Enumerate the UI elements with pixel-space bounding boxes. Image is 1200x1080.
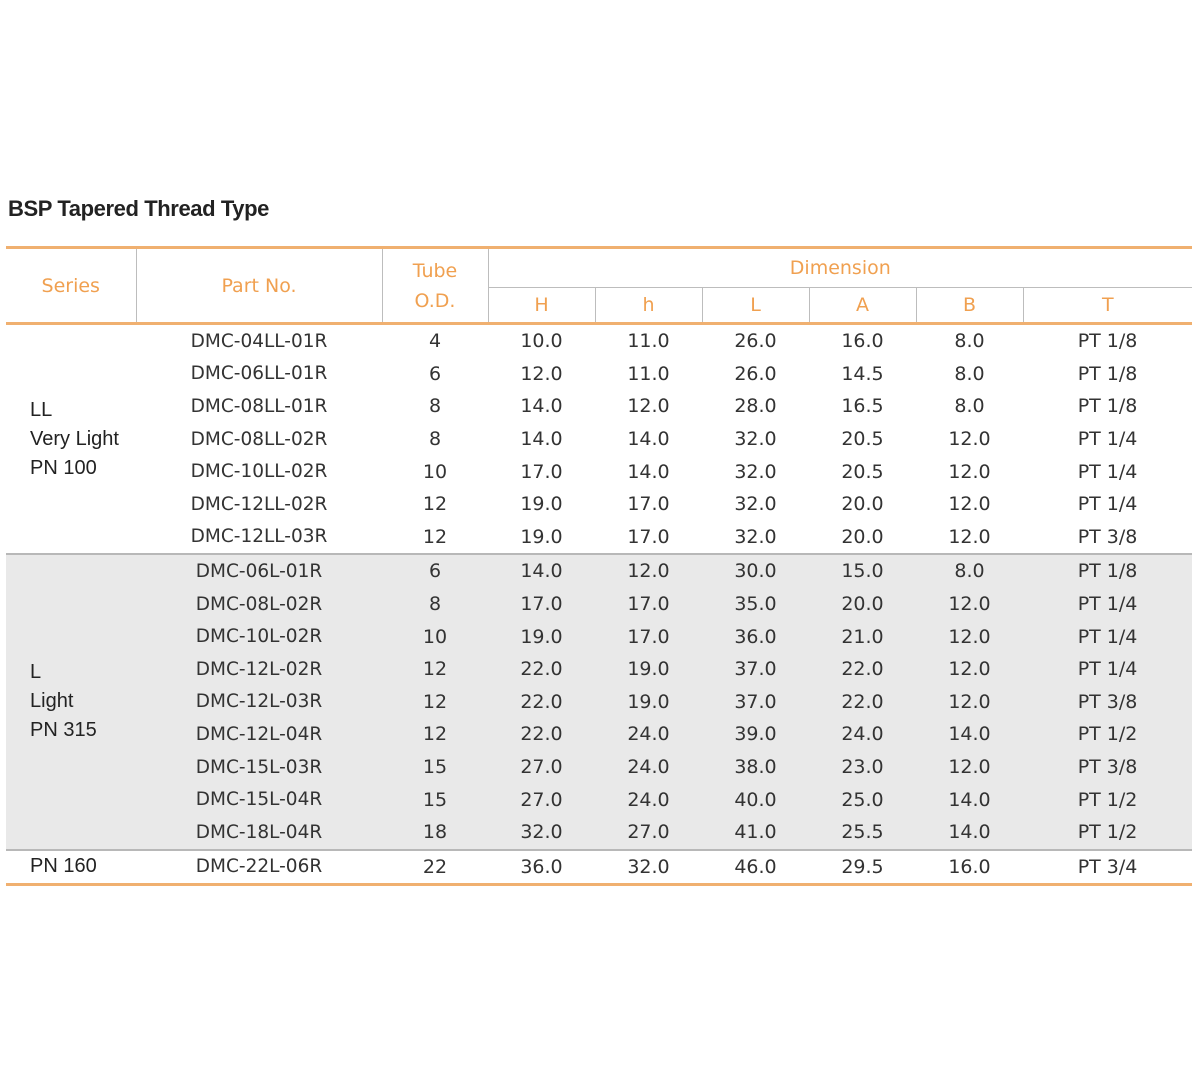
series-cell (6, 554, 136, 849)
dim-b-cell: 12.0 (916, 686, 1023, 719)
part-no-cell: DMC-15L-04R (136, 783, 382, 816)
part-no-cell: DMC-22L-06R (136, 850, 382, 885)
dim-t-cell: PT 1/8 (1023, 554, 1192, 588)
tube-od-cell: 8 (382, 588, 488, 621)
dim-t-cell: PT 1/8 (1077, 362, 1138, 385)
dim-a-cell: 16.5 (841, 395, 884, 418)
dim-l-cell: 40.0 (702, 783, 809, 816)
dim-small-h-cell: 27.0 (595, 816, 702, 850)
series-label: PN 315 (30, 719, 97, 742)
table-row (6, 816, 1192, 850)
table-row (6, 455, 1192, 488)
table-row (6, 521, 1192, 555)
header-dim: H (488, 288, 595, 324)
dim-small-h-cell: 24.0 (595, 783, 702, 816)
table-row (6, 358, 1192, 391)
dim-b-cell: 14.0 (916, 783, 1023, 816)
dim-h-cell: 17.0 (520, 460, 563, 483)
dim-l-cell: 36.0 (702, 620, 809, 653)
part-no-cell: DMC-18L-04R (136, 816, 382, 850)
tube-od-cell: 6 (428, 362, 442, 385)
dim-b-cell: 12.0 (948, 493, 991, 516)
table-row (6, 850, 1192, 885)
dim-t-cell: PT 3/8 (1077, 525, 1138, 548)
dim-l-cell: 32.0 (734, 493, 777, 516)
header-tube-od-line2: O.D. (414, 289, 456, 312)
dim-h-cell: 22.0 (488, 718, 595, 751)
dim-h-cell: 27.0 (488, 751, 595, 784)
dim-b-cell: 12.0 (948, 525, 991, 548)
spec-table (6, 246, 1192, 886)
part-no-cell: DMC-12L-03R (136, 686, 382, 719)
part-no-cell: DMC-12L-02R (136, 653, 382, 686)
part-no-cell: DMC-12LL-02R (190, 493, 328, 515)
dim-small-h-cell: 19.0 (595, 653, 702, 686)
dim-a-cell: 25.5 (809, 816, 916, 850)
dim-l-cell: 30.0 (702, 554, 809, 588)
tube-od-cell: 12 (382, 718, 488, 751)
dim-a-cell: 22.0 (809, 653, 916, 686)
header-dim: B (916, 288, 1023, 324)
dim-t-cell: PT 3/8 (1023, 686, 1192, 719)
table-row (6, 653, 1192, 686)
dim-l-cell: 39.0 (702, 718, 809, 751)
header-dimension: Dimension (488, 248, 1192, 288)
dim-a-cell: 21.0 (809, 620, 916, 653)
table-row (6, 554, 1192, 588)
series-cell (6, 850, 136, 885)
tube-od-cell: 8 (428, 428, 442, 451)
dim-l-cell: 28.0 (734, 395, 777, 418)
dim-a-cell: 15.0 (809, 554, 916, 588)
dim-t-cell: PT 1/2 (1023, 816, 1192, 850)
header-dim: h (595, 288, 702, 324)
dim-a-cell: 20.5 (841, 428, 884, 451)
tube-od-cell: 10 (422, 460, 448, 483)
dim-b-cell: 12.0 (948, 428, 991, 451)
header-dim: A (809, 288, 916, 324)
dim-l-cell: 26.0 (734, 330, 777, 353)
table-row (6, 324, 1192, 358)
dim-small-h-cell: 32.0 (595, 850, 702, 885)
tube-od-cell: 12 (382, 686, 488, 719)
dim-a-cell: 25.0 (809, 783, 916, 816)
dim-t-cell: PT 1/4 (1077, 428, 1138, 451)
dim-b-cell: 8.0 (954, 330, 985, 353)
series-label: Very Light (30, 427, 119, 450)
part-no-cell: DMC-08L-02R (136, 588, 382, 621)
page-title: BSP Tapered Thread Type (8, 196, 269, 221)
tube-od-cell: 12 (422, 493, 448, 516)
dim-h-cell: 14.0 (520, 428, 563, 451)
dim-small-h-cell: 14.0 (627, 428, 670, 451)
part-no-cell: DMC-15L-03R (136, 751, 382, 784)
dim-l-cell: 37.0 (702, 653, 809, 686)
tube-od-cell: 6 (382, 554, 488, 588)
dim-small-h-cell: 17.0 (595, 620, 702, 653)
dim-l-cell: 38.0 (702, 751, 809, 784)
dim-a-cell: 20.0 (841, 525, 884, 548)
part-no-cell: DMC-08LL-02R (190, 428, 328, 450)
part-no-cell: DMC-10L-02R (136, 620, 382, 653)
dim-l-cell: 37.0 (702, 686, 809, 719)
dim-b-cell: 14.0 (916, 718, 1023, 751)
tube-od-cell: 12 (422, 525, 448, 548)
dim-b-cell: 12.0 (916, 588, 1023, 621)
dim-t-cell: PT 1/4 (1077, 460, 1138, 483)
dim-l-cell: 32.0 (734, 460, 777, 483)
dim-a-cell: 29.5 (809, 850, 916, 885)
dim-h-cell: 12.0 (520, 362, 563, 385)
dim-l-cell: 26.0 (734, 362, 777, 385)
part-no-cell: DMC-06L-01R (136, 554, 382, 588)
tube-od-cell: 4 (428, 330, 442, 353)
table-row (6, 423, 1192, 456)
dim-h-cell: 32.0 (488, 816, 595, 850)
dim-small-h-cell: 19.0 (595, 686, 702, 719)
part-no-cell: DMC-08LL-01R (190, 395, 328, 417)
table-row (6, 588, 1192, 621)
dim-small-h-cell: 17.0 (595, 588, 702, 621)
series-label: Light (30, 690, 74, 713)
dim-h-cell: 27.0 (488, 783, 595, 816)
dim-a-cell: 23.0 (809, 751, 916, 784)
table-row (6, 718, 1192, 751)
series-label: PN 100 (30, 456, 97, 479)
tube-od-cell: 12 (382, 653, 488, 686)
tube-od-cell: 10 (382, 620, 488, 653)
dim-b-cell: 8.0 (954, 362, 985, 385)
dim-t-cell: PT 1/4 (1023, 588, 1192, 621)
table-row (6, 751, 1192, 784)
tube-od-cell: 15 (382, 783, 488, 816)
table-row (6, 488, 1192, 521)
series-label: LL (30, 398, 53, 421)
dim-b-cell: 12.0 (916, 620, 1023, 653)
dim-t-cell: PT 1/8 (1077, 395, 1138, 418)
table-row (6, 390, 1192, 423)
dim-b-cell: 14.0 (916, 816, 1023, 850)
dim-a-cell: 20.5 (841, 460, 884, 483)
table-row (6, 686, 1192, 719)
dim-t-cell: PT 1/4 (1023, 653, 1192, 686)
part-no-cell: DMC-06LL-01R (190, 363, 328, 385)
dim-h-cell: 22.0 (488, 686, 595, 719)
header-dim: L (702, 288, 809, 324)
series-cell (6, 324, 136, 555)
dim-l-cell: 41.0 (702, 816, 809, 850)
dim-l-cell: 46.0 (702, 850, 809, 885)
dim-b-cell: 8.0 (916, 554, 1023, 588)
series-label: PN 160 (30, 855, 97, 878)
dim-b-cell: 12.0 (948, 460, 991, 483)
dim-h-cell: 17.0 (488, 588, 595, 621)
tube-od-cell: 8 (428, 395, 442, 418)
dim-a-cell: 22.0 (809, 686, 916, 719)
header-part-no: Part No. (136, 248, 382, 324)
table-row (6, 783, 1192, 816)
dim-h-cell: 10.0 (520, 330, 563, 353)
dim-t-cell: PT 1/4 (1023, 620, 1192, 653)
tube-od-cell: 18 (382, 816, 488, 850)
dim-h-cell: 14.0 (520, 395, 563, 418)
dim-small-h-cell: 24.0 (595, 751, 702, 784)
part-no-cell: DMC-04LL-01R (190, 330, 328, 352)
dim-small-h-cell: 11.0 (627, 330, 670, 353)
dim-l-cell: 35.0 (702, 588, 809, 621)
dim-t-cell: PT 3/8 (1023, 751, 1192, 784)
dim-b-cell: 8.0 (954, 395, 985, 418)
dim-h-cell: 36.0 (488, 850, 595, 885)
dim-small-h-cell: 11.0 (627, 362, 670, 385)
header-dim: T (1023, 288, 1192, 324)
dim-small-h-cell: 12.0 (595, 554, 702, 588)
header-series: Series (6, 248, 136, 324)
dim-t-cell: PT 1/8 (1077, 330, 1138, 353)
table-row (6, 620, 1192, 653)
dim-l-cell: 32.0 (734, 428, 777, 451)
dim-small-h-cell: 12.0 (627, 395, 670, 418)
dim-h-cell: 19.0 (520, 525, 563, 548)
dim-t-cell: PT 1/2 (1023, 718, 1192, 751)
dim-small-h-cell: 14.0 (627, 460, 670, 483)
dim-a-cell: 16.0 (841, 330, 884, 353)
series-group-ll (6, 324, 1192, 555)
dim-t-cell: PT 1/4 (1077, 493, 1138, 516)
series-group-pn160 (6, 850, 1192, 885)
dim-small-h-cell: 17.0 (627, 525, 670, 548)
dim-b-cell: 16.0 (916, 850, 1023, 885)
dim-a-cell: 20.0 (809, 588, 916, 621)
header-tube-od-line1: Tube (412, 259, 458, 282)
series-group-l (6, 554, 1192, 849)
dim-a-cell: 20.0 (841, 493, 884, 516)
dim-b-cell: 12.0 (916, 751, 1023, 784)
dim-a-cell: 14.5 (841, 362, 884, 385)
dim-h-cell: 19.0 (520, 493, 563, 516)
dim-h-cell: 14.0 (488, 554, 595, 588)
part-no-cell: DMC-10LL-02R (190, 461, 328, 483)
dim-l-cell: 32.0 (734, 525, 777, 548)
dim-h-cell: 22.0 (488, 653, 595, 686)
dim-h-cell: 19.0 (488, 620, 595, 653)
part-no-cell: DMC-12LL-03R (190, 526, 328, 548)
tube-od-cell: 22 (382, 850, 488, 885)
dim-t-cell: PT 1/2 (1023, 783, 1192, 816)
series-label: L (30, 661, 42, 684)
header-tube-od (382, 248, 488, 324)
tube-od-cell: 15 (382, 751, 488, 784)
dim-small-h-cell: 24.0 (595, 718, 702, 751)
dim-a-cell: 24.0 (809, 718, 916, 751)
table-header (6, 248, 1192, 324)
dim-b-cell: 12.0 (916, 653, 1023, 686)
part-no-cell: DMC-12L-04R (136, 718, 382, 751)
dim-t-cell: PT 3/4 (1023, 850, 1192, 885)
dim-small-h-cell: 17.0 (627, 493, 670, 516)
